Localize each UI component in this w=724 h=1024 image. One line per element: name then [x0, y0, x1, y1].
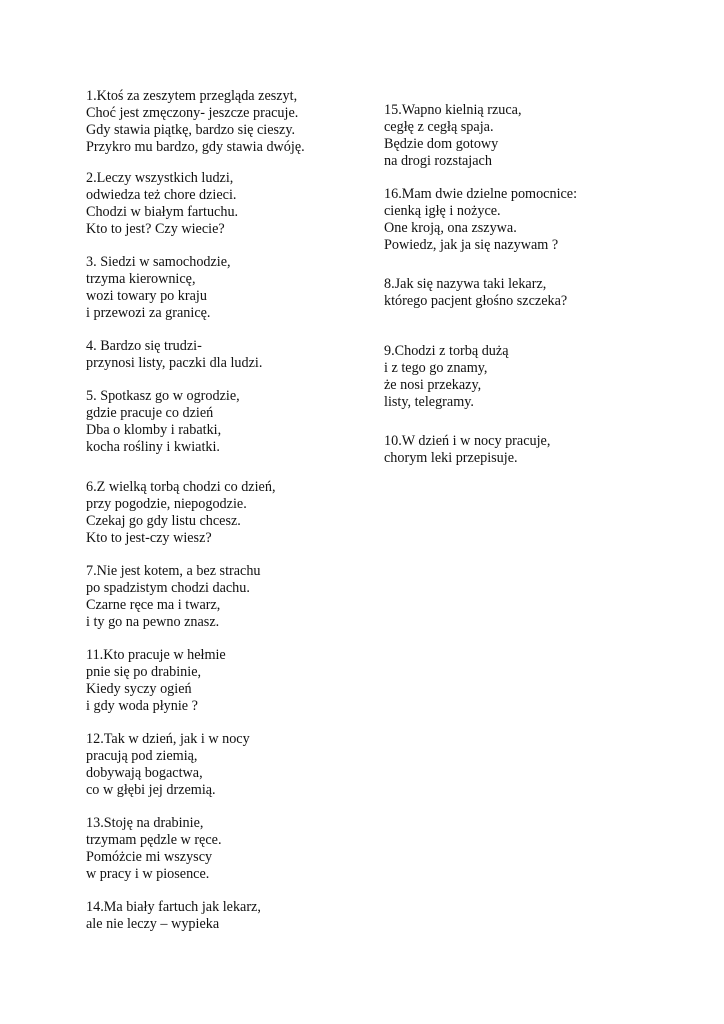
riddle-line: 1.Ktoś za zeszytem przegląda zeszyt, — [86, 88, 298, 104]
riddle-16 — [384, 186, 577, 254]
riddle-line: Czekaj go gdy listu chcesz. — [86, 513, 241, 529]
riddle-line: 8.Jak się nazywa taki lekarz, — [384, 276, 547, 292]
riddle-line: Czarne ręce ma i twarz, — [86, 597, 221, 613]
riddle-line: Gdy stawia piątkę, bardzo się cieszy. — [86, 122, 296, 138]
riddle-14 — [86, 899, 261, 933]
riddle-line: 7.Nie jest kotem, a bez strachu — [86, 563, 261, 579]
riddle-line: 13.Stoję na drabinie, — [86, 815, 204, 831]
riddle-line: cienką igłę i nożyce. — [384, 203, 501, 219]
riddle-line: 6.Z wielką torbą chodzi co dzień, — [86, 479, 276, 495]
riddle-2 — [86, 170, 238, 238]
riddle-line: Kiedy syczy ogień — [86, 681, 192, 697]
riddle-line: 4. Bardzo się trudzi- — [86, 338, 202, 354]
riddle-10 — [384, 433, 550, 467]
riddle-line: 16.Mam dwie dzielne pomocnice: — [384, 186, 578, 202]
riddle-5 — [86, 388, 240, 456]
riddle-line: chorym leki przepisuje. — [384, 450, 518, 466]
riddle-line: 3. Siedzi w samochodzie, — [86, 254, 231, 270]
riddle-line: 12.Tak w dzień, jak i w nocy — [86, 731, 250, 747]
riddle-line: Chodzi w białym fartuchu. — [86, 204, 239, 220]
riddle-15 — [384, 102, 522, 170]
riddle-line: pnie się po drabinie, — [86, 664, 202, 680]
riddle-line: pracują pod ziemią, — [86, 748, 198, 764]
riddle-13 — [86, 815, 222, 883]
riddle-7 — [86, 563, 261, 631]
riddle-line: że nosi przekazy, — [384, 377, 482, 393]
riddle-line: ale nie leczy – wypieka — [86, 916, 220, 932]
riddle-line: przy pogodzie, niepogodzie. — [86, 496, 247, 512]
riddle-line: w pracy i w piosence. — [86, 866, 210, 882]
riddle-line: trzyma kierownicę, — [86, 271, 196, 287]
riddle-line: dobywają bogactwa, — [86, 765, 203, 781]
riddle-line: Kto to jest? Czy wiecie? — [86, 221, 225, 237]
riddle-line: 2.Leczy wszystkich ludzi, — [86, 170, 234, 186]
riddle-line: i gdy woda płynie ? — [86, 698, 198, 714]
riddle-line: i ty go na pewno znasz. — [86, 614, 220, 630]
riddle-line: Przykro mu bardzo, gdy stawia dwóję. — [86, 139, 305, 155]
riddle-1 — [86, 88, 305, 156]
riddle-11 — [86, 647, 226, 715]
riddle-line: odwiedza też chore dzieci. — [86, 187, 237, 203]
riddle-line: 9.Chodzi z torbą dużą — [384, 343, 509, 359]
riddle-line: cegłę z cegłą spaja. — [384, 119, 494, 135]
riddle-line: gdzie pracuje co dzień — [86, 405, 214, 421]
riddle-line: Będzie dom gotowy — [384, 136, 499, 152]
riddle-line: 10.W dzień i w nocy pracuje, — [384, 433, 551, 449]
riddle-3 — [86, 254, 231, 322]
riddle-line: 14.Ma biały fartuch jak lekarz, — [86, 899, 261, 915]
riddle-line: Choć jest zmęczony- jeszcze pracuje. — [86, 105, 299, 121]
riddle-line: kocha rośliny i kwiatki. — [86, 439, 220, 455]
riddle-line: 15.Wapno kielnią rzuca, — [384, 102, 522, 118]
riddle-line: 5. Spotkasz go w ogrodzie, — [86, 388, 240, 404]
riddle-line: 11.Kto pracuje w hełmie — [86, 647, 226, 663]
riddle-line: Pomóżcie mi wszyscy — [86, 849, 213, 865]
riddle-4 — [86, 338, 262, 372]
riddle-line: na drogi rozstajach — [384, 153, 492, 169]
riddle-line: Powiedz, jak ja się nazywam ? — [384, 237, 559, 253]
riddle-12 — [86, 731, 250, 799]
riddle-line: Dba o klomby i rabatki, — [86, 422, 222, 438]
riddle-line: którego pacjent głośno szczeka? — [384, 293, 568, 309]
riddle-line: przynosi listy, paczki dla ludzi. — [86, 355, 263, 371]
riddle-9 — [384, 343, 509, 411]
riddle-8 — [384, 276, 567, 310]
riddle-line: One kroją, ona zszywa. — [384, 220, 517, 236]
riddle-line: po spadzistym chodzi dachu. — [86, 580, 250, 596]
riddle-line: listy, telegramy. — [384, 394, 474, 410]
riddle-line: trzymam pędzle w ręce. — [86, 832, 222, 848]
riddle-line: wozi towary po kraju — [86, 288, 207, 304]
riddle-6 — [86, 479, 276, 547]
riddle-line: i przewozi za granicę. — [86, 305, 211, 321]
riddle-line: co w głębi jej drzemią. — [86, 782, 216, 798]
riddle-line: i z tego go znamy, — [384, 360, 488, 376]
riddle-line: Kto to jest-czy wiesz? — [86, 530, 212, 546]
